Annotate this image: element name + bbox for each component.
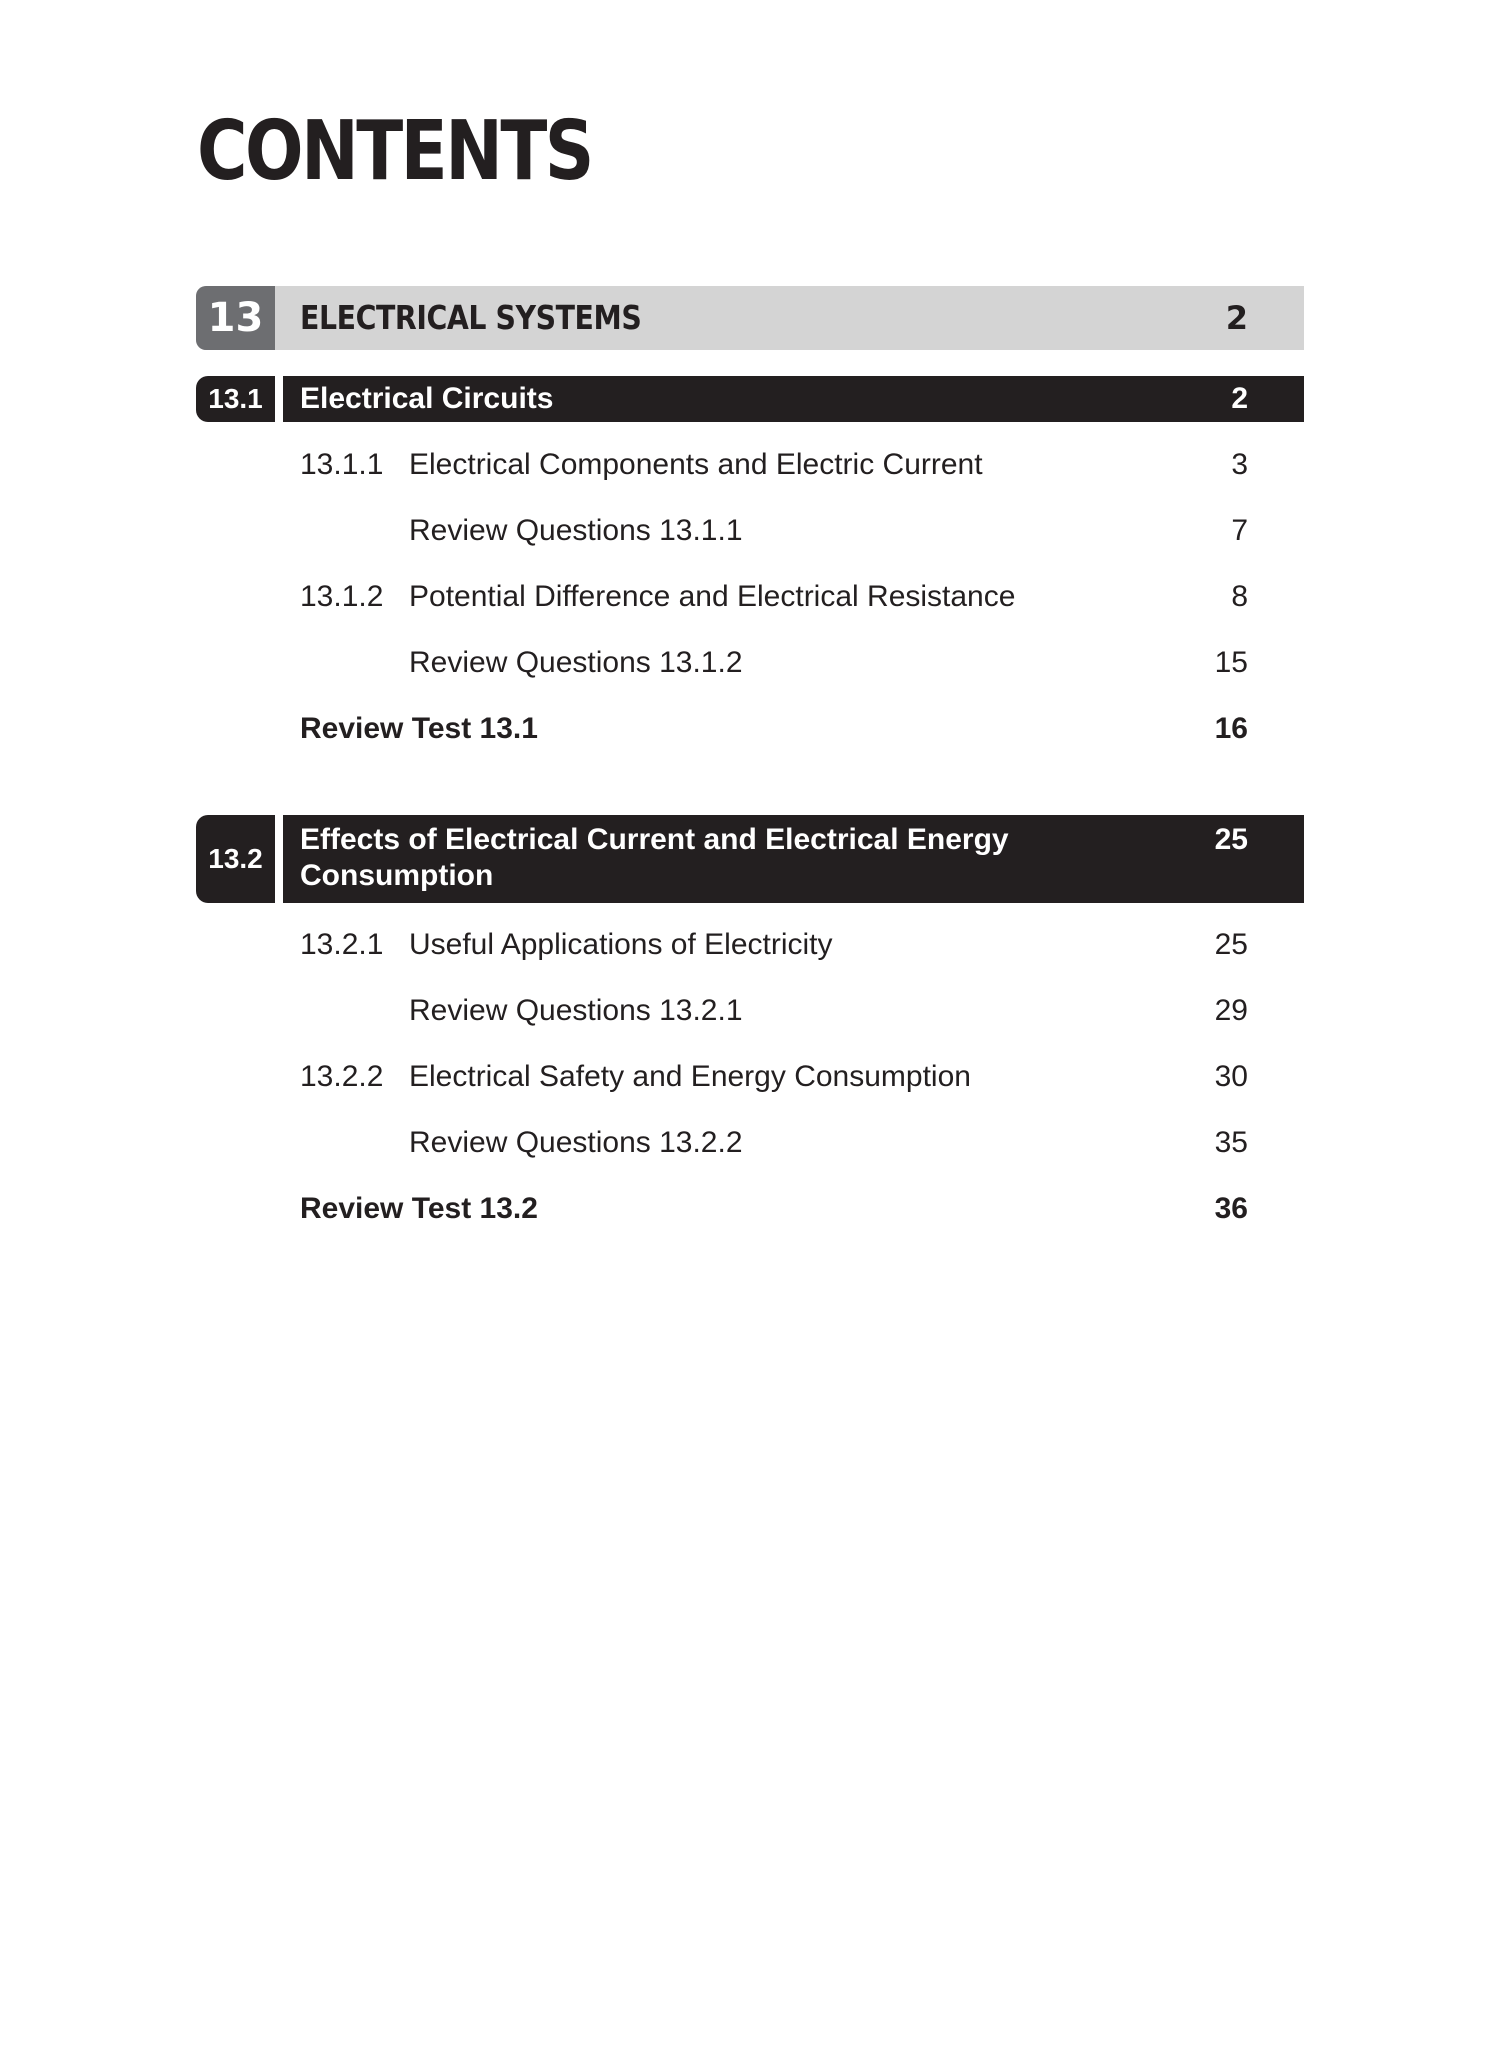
entry-label: Potential Difference and Electrical Resistance bbox=[409, 580, 1016, 613]
toc-entry-review-questions-13-1-2[interactable] bbox=[300, 643, 1248, 683]
toc-entry-review-questions-13-2-2[interactable] bbox=[300, 1123, 1248, 1163]
toc-entry-review-questions-13-1-1[interactable] bbox=[300, 511, 1248, 551]
entry-label: Useful Applications of Electricity bbox=[409, 928, 833, 961]
chapter-title: ELECTRICAL SYSTEMS bbox=[300, 298, 642, 337]
chapter-number: 13 bbox=[196, 286, 275, 350]
review-test-label: Review Test 13.1 bbox=[300, 712, 538, 745]
chapter-page-number: 2 bbox=[1225, 299, 1248, 337]
toc-entry-13-1-2[interactable] bbox=[300, 577, 1248, 617]
entry-page-number: 8 bbox=[1231, 580, 1248, 613]
toc-entry-13-2-1[interactable] bbox=[300, 925, 1248, 965]
entry-page-number: 15 bbox=[1214, 646, 1248, 679]
toc-entry-13-1-1[interactable] bbox=[300, 445, 1248, 485]
section-13-2-header[interactable] bbox=[196, 815, 1304, 903]
section-13-1-header[interactable] bbox=[196, 376, 1304, 422]
section-title-line-2: Consumption bbox=[300, 859, 494, 892]
toc-entry-review-questions-13-2-1[interactable] bbox=[300, 991, 1248, 1031]
section-title: Electrical Circuits bbox=[300, 382, 554, 415]
entry-label: Review Questions 13.2.1 bbox=[409, 994, 743, 1027]
entry-label: Electrical Components and Electric Current bbox=[409, 448, 983, 481]
entry-label: Electrical Safety and Energy Consumption bbox=[409, 1060, 971, 1093]
entry-label: Review Questions 13.1.1 bbox=[409, 514, 743, 547]
chapter-header[interactable] bbox=[196, 286, 1304, 350]
review-test-label: Review Test 13.2 bbox=[300, 1192, 538, 1225]
section-title-line-1: Effects of Electrical Current and Electrical Energy bbox=[300, 823, 1009, 856]
entry-page-number: 29 bbox=[1214, 994, 1248, 1027]
section-page-number: 2 bbox=[1231, 382, 1248, 415]
section-number: 13.2 bbox=[196, 815, 275, 903]
entry-label: Review Questions 13.1.2 bbox=[409, 646, 743, 679]
section-bar bbox=[283, 815, 1304, 903]
entry-number: 13.2.1 bbox=[300, 928, 384, 961]
section-number: 13.1 bbox=[196, 376, 275, 422]
entry-label: Review Questions 13.2.2 bbox=[409, 1126, 743, 1159]
section-page-number: 25 bbox=[1214, 823, 1248, 856]
entry-page-number: 30 bbox=[1214, 1060, 1248, 1093]
entry-page-number: 7 bbox=[1231, 514, 1248, 547]
toc-entry-review-test-13-1[interactable] bbox=[300, 709, 1248, 749]
review-test-page-number: 16 bbox=[1214, 712, 1248, 745]
entry-number: 13.2.2 bbox=[300, 1060, 384, 1093]
entry-page-number: 25 bbox=[1214, 928, 1248, 961]
section-bar bbox=[283, 376, 1304, 422]
entry-number: 13.1.2 bbox=[300, 580, 384, 613]
entry-number: 13.1.1 bbox=[300, 448, 384, 481]
entry-page-number: 35 bbox=[1214, 1126, 1248, 1159]
toc-entry-review-test-13-2[interactable] bbox=[300, 1189, 1248, 1229]
entry-page-number: 3 bbox=[1231, 448, 1248, 481]
page-title: CONTENTS bbox=[197, 104, 592, 199]
toc-entry-13-2-2[interactable] bbox=[300, 1057, 1248, 1097]
review-test-page-number: 36 bbox=[1214, 1192, 1248, 1225]
